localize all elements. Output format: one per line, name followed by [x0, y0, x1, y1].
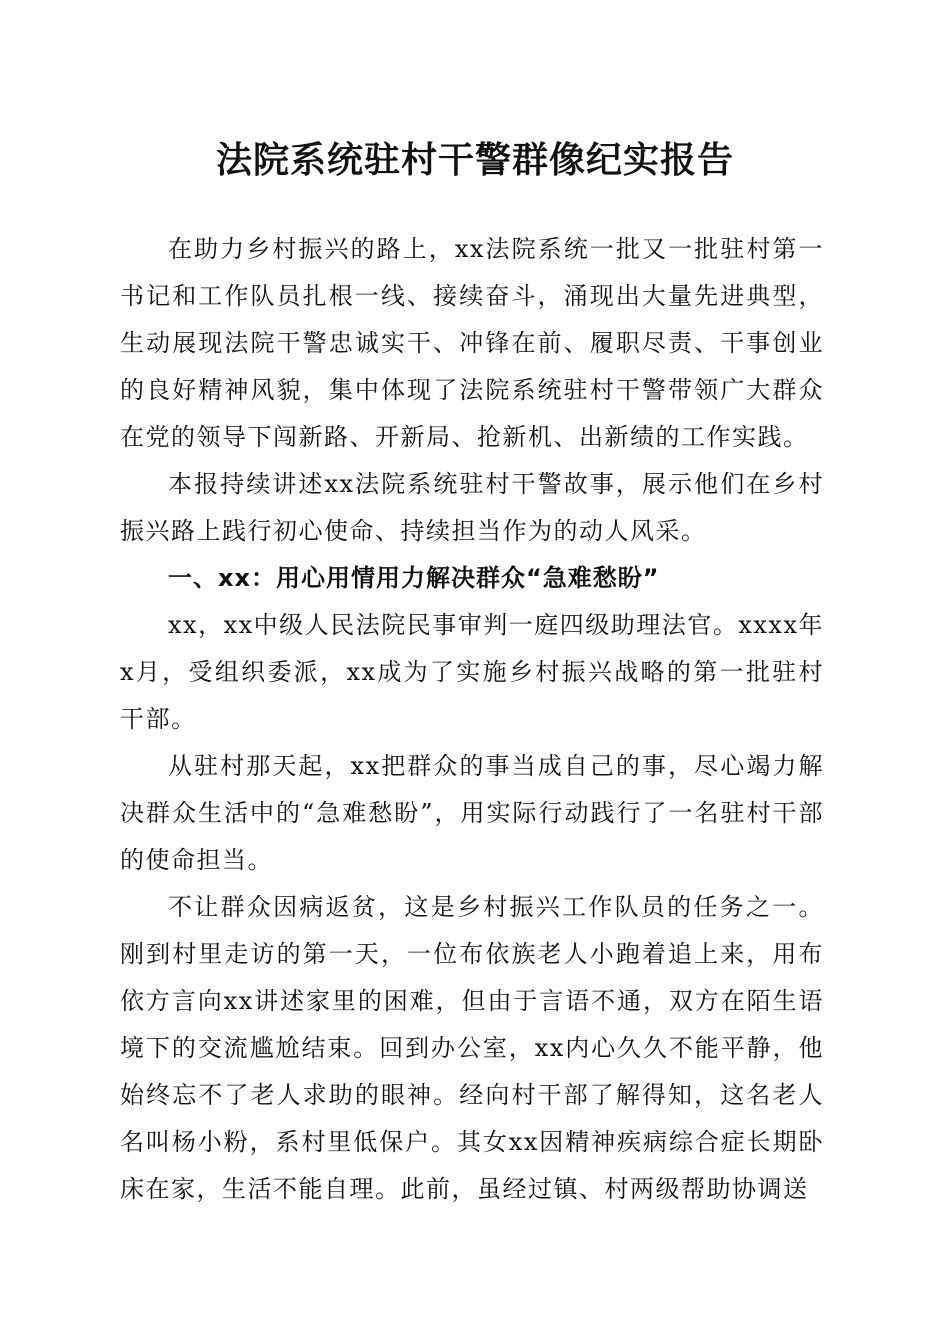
section1-paragraph-3: 不让群众因病返贫，这是乡村振兴工作队员的任务之一。刚到村里走访的第一天，一位布依族老人小跑着追上来，用布依方言向xx讲述家里的困难，但由于言语不通，双方在陌生语境下的交流尴尬结束。回到办公室，xx内心久久不能平静，他始终忘不了老人求助的眼神。经向村干部了解得知，这名老人名叫杨小粉，系村里低保户。其女xx因精神疾病综合症长期卧床在家，生活不能自理。此前，虽经过镇、村两级帮助协调送 [120, 893, 824, 1203]
intro-paragraph-2: 本报持续讲述xx法院系统驻村干警故事，展示他们在乡村振兴路上践行初心使命、持续担当作为的动人风采。 [120, 470, 824, 545]
document-body [120, 226, 824, 1213]
section1-paragraph-1: xx，xx中级人民法院民事审判一庭四级助理法官。xxxx年x月，受组织委派，xx成为了实施乡村振兴战略的第一批驻村干部。 [120, 611, 824, 733]
document-title: 法院系统驻村干警群像纪实报告 [215, 139, 734, 181]
intro-paragraph-1: 在助力乡村振兴的路上，xx法院系统一批又一批驻村第一书记和工作队员扎根一线、接续奋斗，涌现出大量先进典型，生动展现法院干警忠诚实干、冲锋在前、履职尽责、干事创业的良好精神风貌，集中体现了法院系统驻村干警带领广大群众在党的领导下闯新路、开新局、抢新机、出新绩的工作实践。 [120, 235, 824, 451]
section1-paragraph-2: 从驻村那天起，xx把群众的事当成自己的事，尽心竭力解决群众生活中的“急难愁盼”，用实际行动践行了一名驻村干部的使命担当。 [120, 752, 824, 874]
section-heading-1: 一、xx：用心用情用力解决群众“急难愁盼” [168, 564, 660, 592]
